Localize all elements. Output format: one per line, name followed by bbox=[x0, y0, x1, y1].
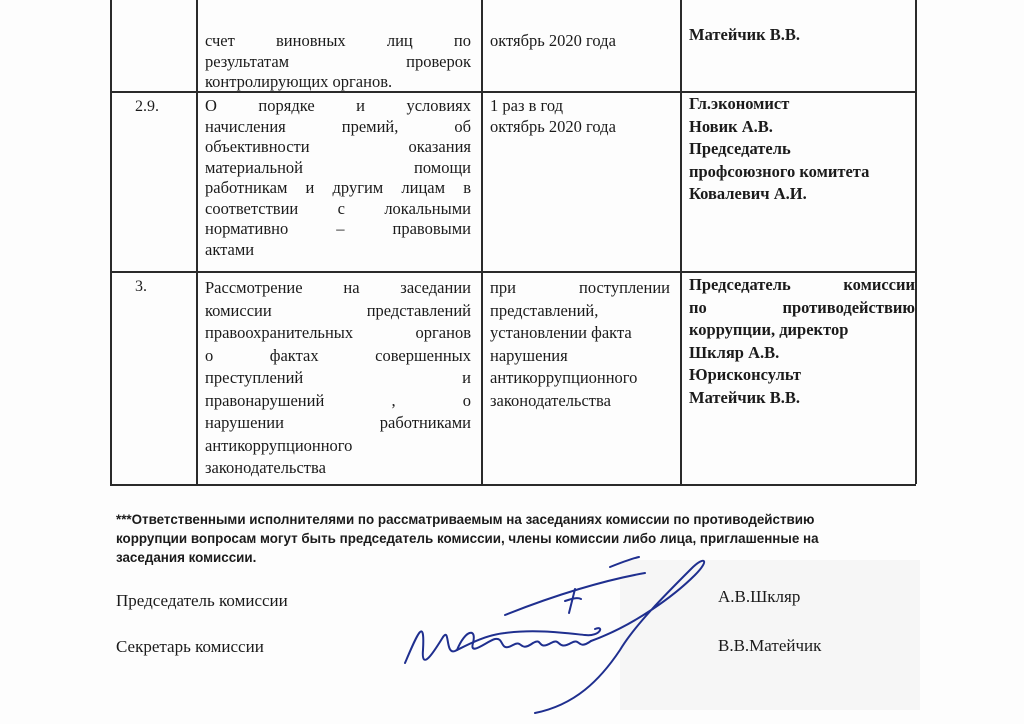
table-rule-bottom bbox=[110, 484, 916, 486]
row3-term-cell bbox=[490, 277, 670, 412]
row2-content-line: актами bbox=[205, 239, 255, 259]
row2-responsible-line: Гл.экономист bbox=[689, 94, 790, 113]
row3-term-line: законодательства bbox=[490, 390, 611, 410]
row3-content-line: преступлений и bbox=[205, 368, 471, 387]
row2-number: 2.9. bbox=[135, 98, 159, 115]
row2-content-line: материальной помощи bbox=[205, 157, 471, 177]
row3-responsible-cell bbox=[689, 274, 915, 409]
row1-responsible-line: Матейчик В.В. bbox=[689, 25, 801, 44]
chair-name: А.В.Шкляр bbox=[718, 587, 801, 606]
footnote-line: коррупции вопросам могут быть председатель комиссии, члены комиссии либо лица, приглашенные на bbox=[116, 531, 819, 546]
row2-content-line: соответствии с локальными bbox=[205, 198, 471, 218]
row3-content-line: правоохранительных органов bbox=[205, 323, 471, 342]
row1-content-line: контролирующих органов. bbox=[205, 72, 393, 91]
row2-responsible-cell bbox=[689, 93, 913, 206]
row1-content-line: счет виновных лиц по bbox=[205, 31, 471, 50]
table-rule-left bbox=[110, 0, 112, 484]
row3-content-line: нарушении работниками bbox=[205, 413, 471, 432]
row3-responsible-line: коррупции, директор bbox=[689, 320, 849, 339]
row3-content-line: правонарушений , о bbox=[205, 390, 471, 410]
row3-responsible-line: Матейчик В.В. bbox=[689, 387, 801, 407]
row2-term-line: октябрь 2020 года bbox=[490, 116, 616, 136]
handwritten-signature bbox=[395, 555, 725, 715]
secretary-name: В.В.Матейчик bbox=[718, 636, 822, 655]
row2-content-line: начисления премий, об bbox=[205, 116, 471, 136]
row3-term-line: представлений, bbox=[490, 300, 599, 320]
row3-responsible-line: Председатель комиссии bbox=[689, 275, 915, 294]
table-rule-row2 bbox=[110, 271, 916, 273]
row3-term-line: установлении факта bbox=[490, 323, 632, 342]
row3-responsible-line: Шкляр А.В. bbox=[689, 342, 780, 362]
row3-content-line: о фактах совершенных bbox=[205, 345, 471, 365]
row2-responsible-line: Новик А.В. bbox=[689, 116, 773, 136]
table-rule-col3 bbox=[680, 0, 682, 484]
row1-content-cell bbox=[205, 31, 471, 93]
row2-responsible-line: Ковалевич А.И. bbox=[689, 184, 807, 203]
row3-term-line: при поступлении bbox=[490, 278, 670, 297]
row2-content-line: О порядке и условиях bbox=[205, 96, 471, 115]
row1-term-cell bbox=[490, 31, 670, 52]
row3-content-line: Рассмотрение на заседании bbox=[205, 278, 471, 297]
table-rule-col1 bbox=[196, 0, 198, 484]
footnote-line: ***Ответственными исполнителями по рассматриваемым на заседаниях комиссии по противодействию bbox=[116, 512, 815, 527]
row1-term-line: октябрь 2020 года bbox=[490, 31, 616, 50]
row3-content-cell bbox=[205, 277, 471, 480]
row3-term-line: антикоррупционного bbox=[490, 368, 638, 387]
table-rule-right bbox=[915, 0, 917, 484]
footnote-line: заседания комиссии. bbox=[116, 550, 257, 565]
table-rule-col2 bbox=[481, 0, 483, 484]
row2-responsible-line: Председатель bbox=[689, 139, 791, 158]
row2-content-line: нормативно – правовыми bbox=[205, 219, 471, 238]
row3-responsible-line: Юрисконсульт bbox=[689, 365, 802, 384]
chair-label: Председатель комиссии bbox=[116, 591, 288, 610]
row2-content-line: объективности оказания bbox=[205, 137, 471, 156]
row2-responsible-line: профсоюзного комитета bbox=[689, 161, 870, 181]
secretary-label: Секретарь комиссии bbox=[116, 637, 264, 656]
row3-responsible-line: по противодействию bbox=[689, 297, 915, 317]
row3-content-line: законодательства bbox=[205, 458, 326, 477]
row2-term-cell bbox=[490, 96, 670, 137]
row3-content-line: антикоррупционного bbox=[205, 435, 353, 455]
row2-content-cell bbox=[205, 96, 471, 260]
row3-number: 3. bbox=[135, 278, 147, 295]
row1-content-line: результатам проверок bbox=[205, 51, 471, 71]
row2-term-line: 1 раз в год bbox=[490, 96, 564, 115]
row2-content-line: работникам и другим лицам в bbox=[205, 178, 471, 197]
row1-responsible-cell bbox=[689, 25, 913, 46]
row3-term-line: нарушения bbox=[490, 345, 568, 365]
row3-content-line: комиссии представлений bbox=[205, 300, 471, 320]
